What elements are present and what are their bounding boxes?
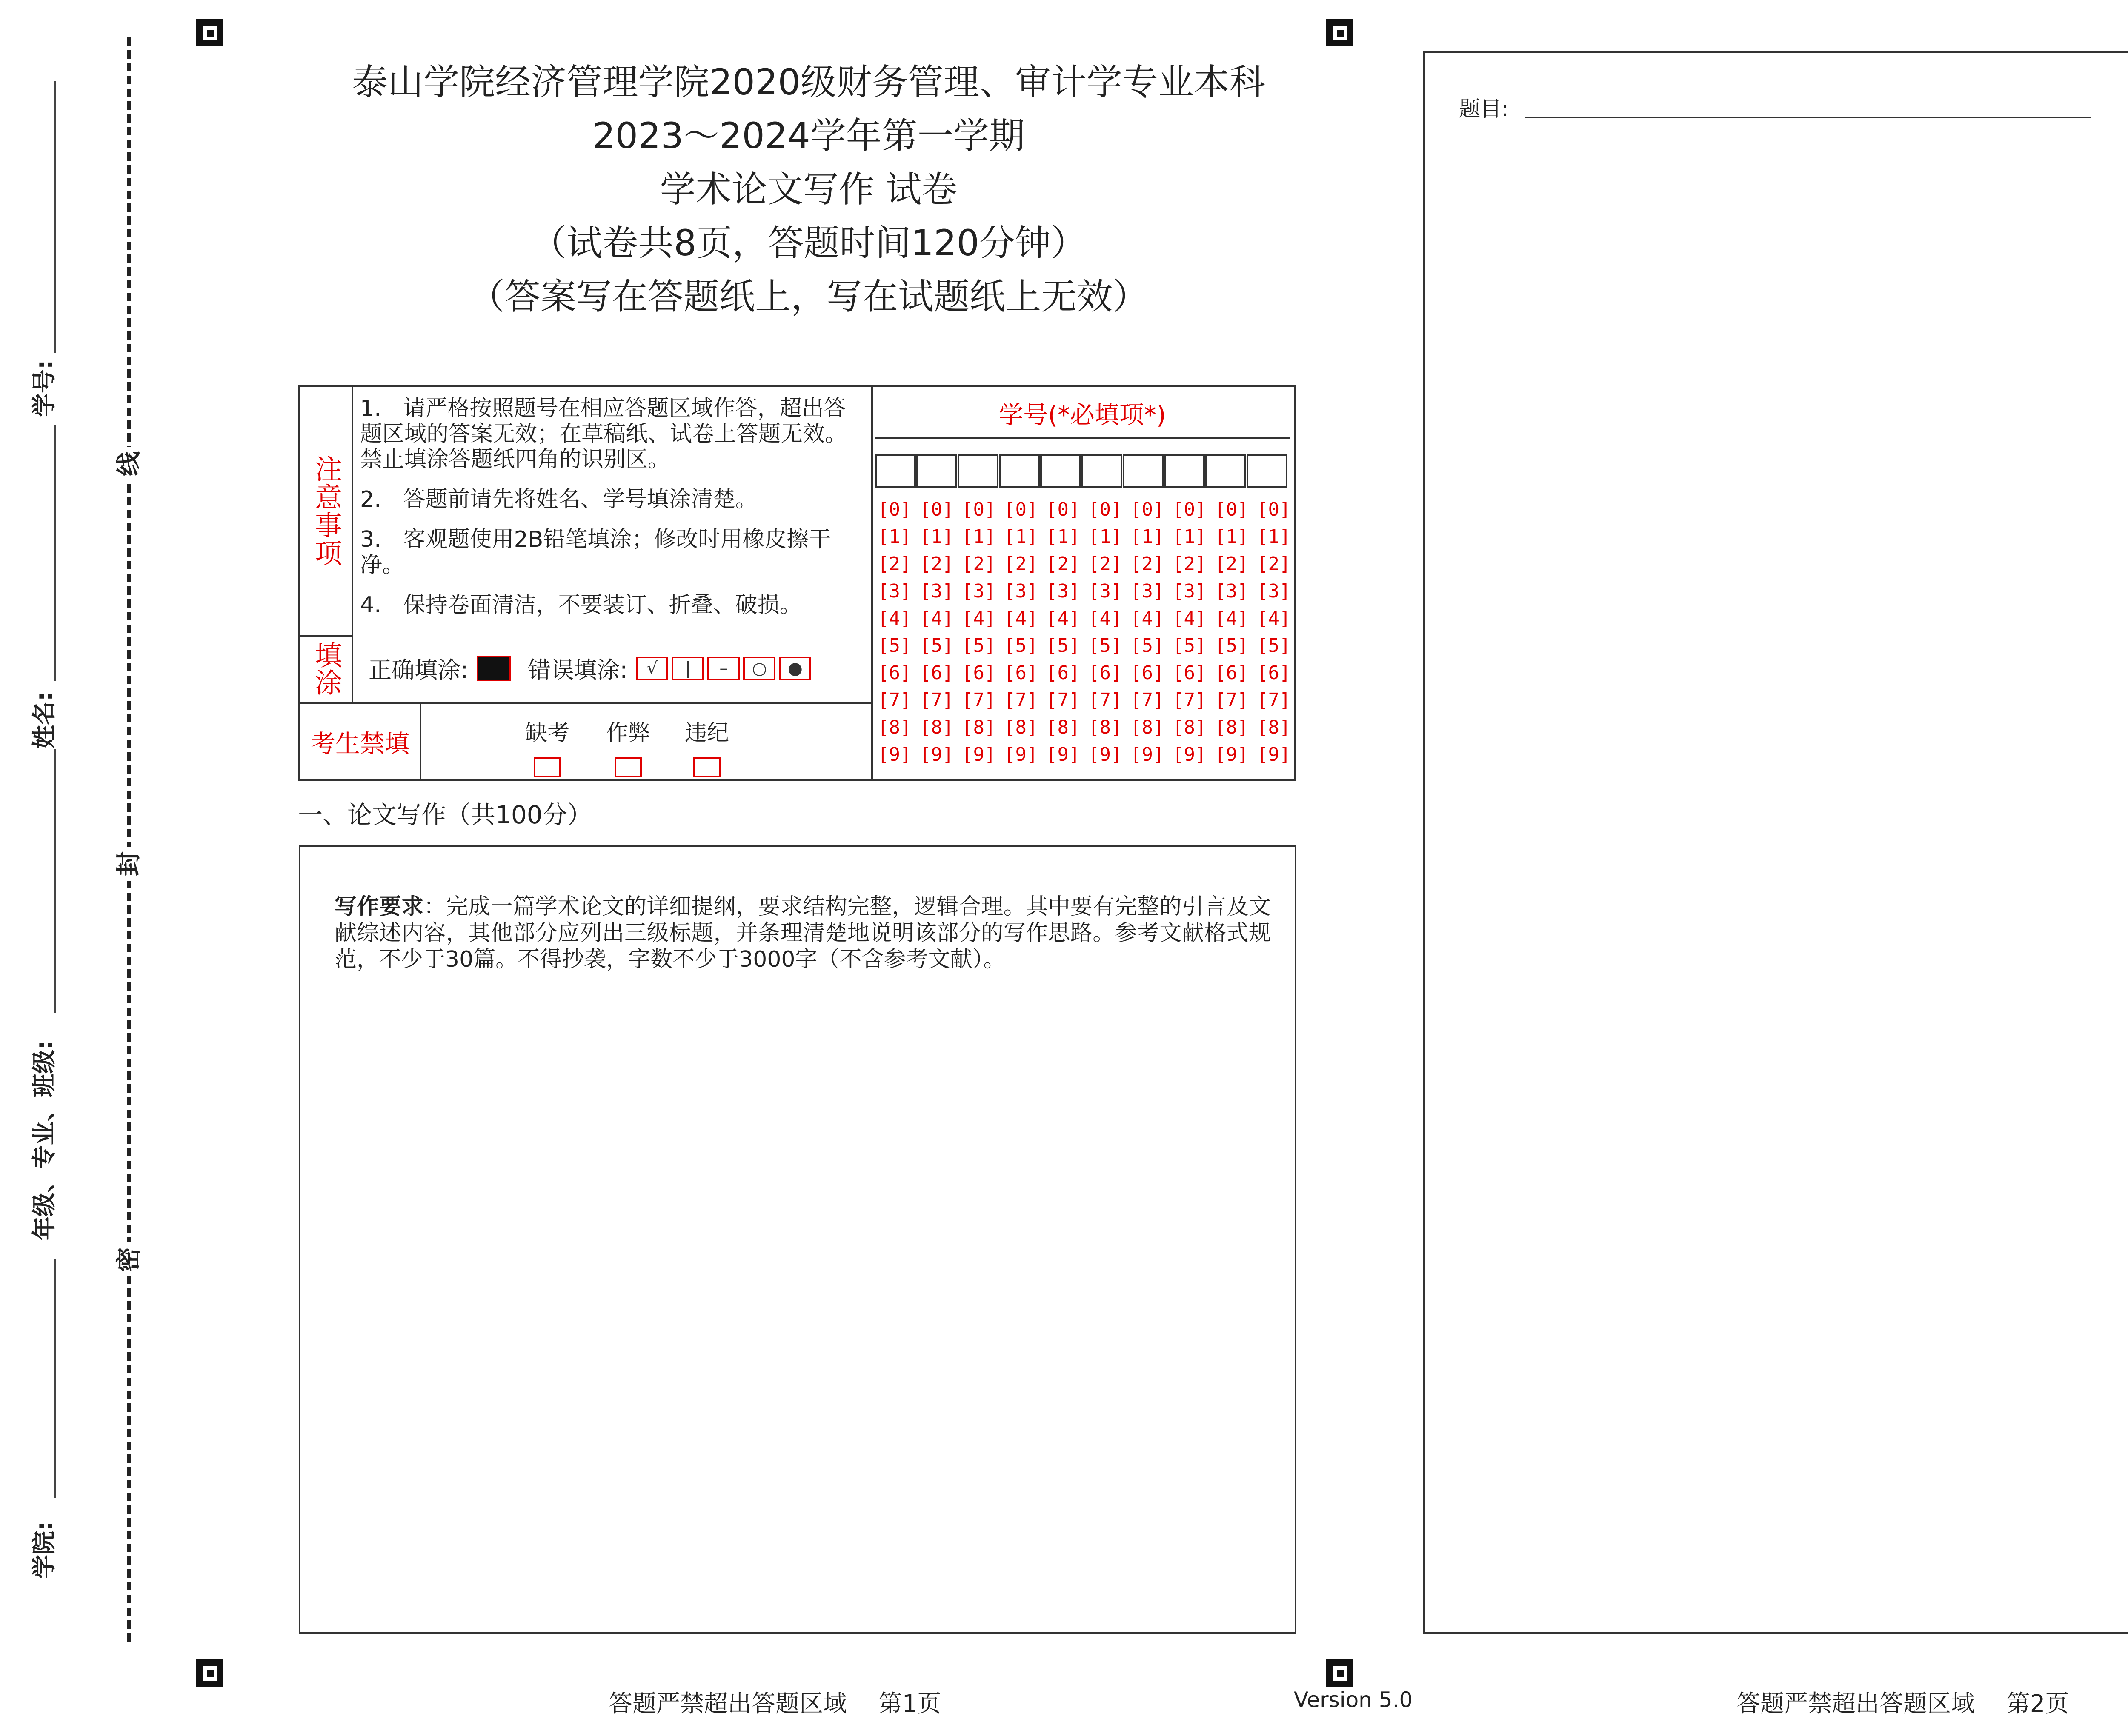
note-item: 3. 客观题使用2B铅笔填涂；修改时用橡皮擦干净。 xyxy=(360,527,831,578)
digit-bubble[interactable]: [7] xyxy=(1046,689,1080,711)
digit-bubble[interactable]: [0] xyxy=(1004,499,1038,520)
digit-bubble[interactable]: [0] xyxy=(920,499,954,520)
digit-bubble[interactable]: [7] xyxy=(1215,689,1249,711)
digit-bubble[interactable]: [8] xyxy=(878,717,912,738)
digit-bubble[interactable]: [5] xyxy=(878,635,912,657)
digit-bubble[interactable]: [2] xyxy=(1215,553,1249,575)
wrong-fill-circle-icon: ○ xyxy=(743,657,775,680)
digit-bubble[interactable]: [1] xyxy=(1215,526,1249,548)
digit-bubble[interactable]: [1] xyxy=(1257,526,1291,548)
wrong-fill-dash-icon: – xyxy=(707,657,740,680)
digit-bubble[interactable]: [5] xyxy=(920,635,954,657)
digit-bubble[interactable]: [9] xyxy=(878,744,912,765)
bubble-row xyxy=(878,578,1299,605)
cheating-label: 作弊 xyxy=(606,720,650,746)
digit-bubble[interactable]: [2] xyxy=(962,553,996,575)
digit-bubble[interactable]: [8] xyxy=(1088,717,1122,738)
digit-bubble[interactable]: [2] xyxy=(1046,553,1080,575)
student-id-digit-cell[interactable] xyxy=(1164,454,1205,488)
class-field-label: 年级、专业、班级: xyxy=(31,1040,58,1241)
bubble-row xyxy=(878,687,1299,714)
correct-fill-box xyxy=(477,656,511,681)
page-2-answer-area[interactable] xyxy=(1423,51,2128,1634)
digit-bubble[interactable]: [7] xyxy=(920,689,954,711)
student-id-digit-cell[interactable] xyxy=(875,454,916,488)
digit-bubble[interactable]: [3] xyxy=(1046,580,1080,602)
digit-bubble[interactable]: [3] xyxy=(1130,580,1164,602)
digit-bubble[interactable]: [1] xyxy=(920,526,954,548)
digit-bubble[interactable]: [4] xyxy=(1046,608,1080,629)
digit-bubble[interactable]: [2] xyxy=(1130,553,1164,575)
digit-bubble[interactable]: [5] xyxy=(1130,635,1164,657)
digit-bubble[interactable]: [6] xyxy=(1088,662,1122,684)
digit-bubble[interactable]: [9] xyxy=(1257,744,1291,765)
digit-bubble[interactable]: [8] xyxy=(1004,717,1038,738)
bubble-row xyxy=(878,660,1299,687)
header-line-2: 2023～2024学年第一学期 xyxy=(592,115,1025,157)
cut-word-xian: 线 xyxy=(112,447,146,481)
digit-bubble[interactable]: [8] xyxy=(1130,717,1164,738)
examiner-only-row xyxy=(300,702,871,781)
notes-column xyxy=(300,387,873,779)
digit-bubble[interactable]: [4] xyxy=(1130,608,1164,629)
digit-bubble[interactable]: [9] xyxy=(1130,744,1164,765)
digit-bubble[interactable]: [6] xyxy=(1215,662,1249,684)
digit-bubble[interactable]: [0] xyxy=(962,499,996,520)
student-id-underline xyxy=(875,437,1290,439)
digit-bubble[interactable]: [1] xyxy=(878,526,912,548)
digit-bubble[interactable]: [8] xyxy=(962,717,996,738)
topic-label: 题目: xyxy=(1459,97,1509,121)
cut-word-mi: 密 xyxy=(112,1242,146,1276)
student-id-digit-cell[interactable] xyxy=(1205,454,1246,488)
digit-bubble[interactable]: [6] xyxy=(878,662,912,684)
class-line-upper xyxy=(54,749,56,1013)
digit-bubble[interactable]: [7] xyxy=(962,689,996,711)
digit-bubble[interactable]: [2] xyxy=(920,553,954,575)
bubble-row xyxy=(878,741,1299,768)
digit-bubble[interactable]: [5] xyxy=(1257,635,1291,657)
bubble-row xyxy=(878,496,1299,523)
bubble-row xyxy=(878,632,1299,660)
cheating-checkbox[interactable] xyxy=(615,757,642,777)
digit-bubble[interactable]: [1] xyxy=(1130,526,1164,548)
digit-bubble[interactable]: [2] xyxy=(878,553,912,575)
digit-bubble[interactable]: [9] xyxy=(962,744,996,765)
digit-bubble[interactable]: [6] xyxy=(1257,662,1291,684)
fill-label: 填涂 xyxy=(300,635,353,702)
digit-bubble[interactable]: [5] xyxy=(1173,635,1207,657)
violation-checkbox[interactable] xyxy=(693,757,721,777)
digit-bubble[interactable]: [0] xyxy=(878,499,912,520)
ban-label: 考生禁填 xyxy=(300,702,421,781)
digit-bubble[interactable]: [7] xyxy=(1257,689,1291,711)
digit-bubble[interactable]: [8] xyxy=(920,717,954,738)
digit-bubble[interactable]: [9] xyxy=(920,744,954,765)
digit-bubble[interactable]: [4] xyxy=(1088,608,1122,629)
digit-bubble[interactable]: [3] xyxy=(878,580,912,602)
wrong-fill-check-icon: √ xyxy=(636,657,668,680)
digit-bubble[interactable]: [1] xyxy=(1004,526,1038,548)
digit-bubble[interactable]: [7] xyxy=(1130,689,1164,711)
corner-marker-icon xyxy=(196,19,223,46)
digit-bubble[interactable]: [5] xyxy=(1004,635,1038,657)
student-id-digit-cell[interactable] xyxy=(1040,454,1081,488)
digit-bubble[interactable]: [3] xyxy=(920,580,954,602)
exam-header xyxy=(298,55,1319,323)
digit-bubble[interactable]: [6] xyxy=(1130,662,1164,684)
fill-example-row xyxy=(300,635,871,704)
class-line-lower xyxy=(54,1259,56,1498)
digit-bubble[interactable]: [6] xyxy=(920,662,954,684)
digit-bubble[interactable]: [2] xyxy=(1257,553,1291,575)
page-1-footer: 答题严禁超出答题区域 第1页 xyxy=(609,1690,941,1718)
digit-bubble[interactable]: [3] xyxy=(1173,580,1207,602)
digit-bubble[interactable]: [0] xyxy=(1130,499,1164,520)
digit-bubble[interactable]: [3] xyxy=(1257,580,1291,602)
digit-bubble[interactable]: [1] xyxy=(1173,526,1207,548)
digit-bubble[interactable]: [0] xyxy=(1257,499,1291,520)
digit-bubble[interactable]: [0] xyxy=(1088,499,1122,520)
digit-bubble[interactable]: [6] xyxy=(1004,662,1038,684)
digit-bubble[interactable]: [3] xyxy=(1004,580,1038,602)
digit-bubble[interactable]: [2] xyxy=(1088,553,1122,575)
wrong-fill-dot-icon: ● xyxy=(779,657,811,680)
absent-checkbox[interactable] xyxy=(534,757,561,777)
digit-bubble[interactable]: [2] xyxy=(1173,553,1207,575)
section-title: 一、论文写作（共100分） xyxy=(298,800,592,829)
college-field-label: 学院: xyxy=(31,1521,58,1579)
correct-fill-label: 正确填涂: xyxy=(369,657,469,683)
digit-bubble[interactable]: [4] xyxy=(962,608,996,629)
digit-bubble[interactable]: [6] xyxy=(962,662,996,684)
digit-bubble[interactable]: [6] xyxy=(1173,662,1207,684)
digit-bubble[interactable]: [9] xyxy=(1173,744,1207,765)
digit-bubble[interactable]: [9] xyxy=(1046,744,1080,765)
digit-bubble[interactable]: [9] xyxy=(1088,744,1122,765)
header-line-3: 学术论文写作 试卷 xyxy=(660,168,958,210)
digit-bubble[interactable]: [4] xyxy=(920,608,954,629)
header-line-4: （试卷共8页，答题时间120分钟） xyxy=(531,222,1087,264)
cut-word-feng: 封 xyxy=(112,847,146,881)
digit-bubble[interactable]: [4] xyxy=(878,608,912,629)
note-item: 4. 保持卷面清洁，不要装订、折叠、破损。 xyxy=(360,592,802,618)
header-line-5: （答案写在答题纸上，写在试题纸上无效） xyxy=(469,276,1148,317)
digit-bubble[interactable]: [6] xyxy=(1046,662,1080,684)
bubble-row xyxy=(878,714,1299,741)
topic-input-line[interactable] xyxy=(1525,117,2091,118)
digit-bubble[interactable]: [9] xyxy=(1215,744,1249,765)
student-id-digit-cell[interactable] xyxy=(999,454,1040,488)
version-label: Version 5.0 xyxy=(1294,1687,1413,1712)
digit-bubble[interactable]: [7] xyxy=(1004,689,1038,711)
digit-bubble[interactable]: [9] xyxy=(1004,744,1038,765)
digit-bubble[interactable]: [4] xyxy=(1173,608,1207,629)
digit-bubble[interactable]: [0] xyxy=(1173,499,1207,520)
digit-bubble[interactable]: [4] xyxy=(1215,608,1249,629)
student-id-column xyxy=(871,387,1294,779)
student-id-digit-cell[interactable] xyxy=(1081,454,1122,488)
bubble-row xyxy=(878,605,1299,632)
student-id-digit-cell[interactable] xyxy=(916,454,957,488)
digit-bubble[interactable]: [5] xyxy=(1088,635,1122,657)
wrong-fill-label: 错误填涂: xyxy=(528,657,628,683)
corner-marker-icon xyxy=(1326,1659,1353,1687)
digit-bubble[interactable]: [3] xyxy=(962,580,996,602)
name-field-label: 姓名: xyxy=(31,691,58,749)
digit-bubble[interactable]: [2] xyxy=(1004,553,1038,575)
info-box xyxy=(298,385,1296,781)
digit-bubble[interactable]: [8] xyxy=(1257,717,1291,738)
cheating-item xyxy=(594,715,662,777)
requirement-text: ：完成一篇学术论文的详细提纲，要求结构完整，逻辑合理。其中要有完整的引言及文献综述内容，其他部分应列出三级标题，并条理清楚地说明该部分的写作思路。参考文献格式规范，不少于30篇。不得抄袭，字数不少于3000字（不含参考文献）。 xyxy=(335,894,1271,972)
student-id-bubble-grid xyxy=(878,496,1299,768)
digit-bubble[interactable]: [5] xyxy=(1215,635,1249,657)
bubble-row xyxy=(878,523,1299,551)
requirement-label: 写作要求 xyxy=(335,894,424,919)
digit-bubble[interactable]: [8] xyxy=(1046,717,1080,738)
absent-label: 缺考 xyxy=(525,720,569,746)
digit-bubble[interactable]: [1] xyxy=(962,526,996,548)
digit-bubble[interactable]: [4] xyxy=(1257,608,1291,629)
student-id-digit-cell[interactable] xyxy=(1123,454,1164,488)
note-item: 1. 请严格按照题号在相应答题区域作答，超出答题区域的答案无效；在草稿纸、试卷上答题无效。禁止填涂答题纸四角的识别区。 xyxy=(360,396,847,472)
digit-bubble[interactable]: [5] xyxy=(962,635,996,657)
name-line xyxy=(54,425,56,681)
writing-requirement xyxy=(335,894,1271,973)
violation-label: 违纪 xyxy=(684,720,729,746)
student-id-line xyxy=(54,81,56,353)
digit-bubble[interactable]: [8] xyxy=(1173,717,1207,738)
digit-bubble[interactable]: [4] xyxy=(1004,608,1038,629)
student-id-cells xyxy=(875,454,1288,488)
digit-bubble[interactable]: [3] xyxy=(1215,580,1249,602)
digit-bubble[interactable]: [1] xyxy=(1046,526,1080,548)
violation-item xyxy=(673,715,741,777)
corner-marker-icon xyxy=(1326,19,1353,46)
notes-list xyxy=(360,396,854,632)
digit-bubble[interactable]: [7] xyxy=(1088,689,1122,711)
digit-bubble[interactable]: [1] xyxy=(1088,526,1122,548)
header-line-1: 泰山学院经济管理学院2020级财务管理、审计学专业本科 xyxy=(352,61,1265,103)
student-id-field-label: 学号: xyxy=(31,360,58,417)
notes-label: 注意事项 xyxy=(300,387,353,637)
digit-bubble[interactable]: [7] xyxy=(1173,689,1207,711)
bubble-row xyxy=(878,551,1299,578)
absent-item xyxy=(513,715,581,777)
binding-cut-line xyxy=(127,37,131,1642)
note-item: 2. 答题前请先将姓名、学号填涂清楚。 xyxy=(360,487,758,512)
student-id-digit-cell[interactable] xyxy=(1247,454,1287,488)
corner-marker-icon xyxy=(196,1659,223,1687)
student-id-digit-cell[interactable] xyxy=(958,454,998,488)
digit-bubble[interactable]: [0] xyxy=(1046,499,1080,520)
essay-answer-area[interactable] xyxy=(299,845,1296,1634)
digit-bubble[interactable]: [0] xyxy=(1215,499,1249,520)
student-id-title: 学号(*必填项*) xyxy=(998,400,1166,429)
digit-bubble[interactable]: [7] xyxy=(878,689,912,711)
page-2-footer: 答题严禁超出答题区域 第2页 xyxy=(1736,1690,2069,1718)
digit-bubble[interactable]: [5] xyxy=(1046,635,1080,657)
fill-examples xyxy=(369,652,815,685)
digit-bubble[interactable]: [8] xyxy=(1215,717,1249,738)
wrong-fill-bar-icon: | xyxy=(672,657,704,680)
digit-bubble[interactable]: [3] xyxy=(1088,580,1122,602)
